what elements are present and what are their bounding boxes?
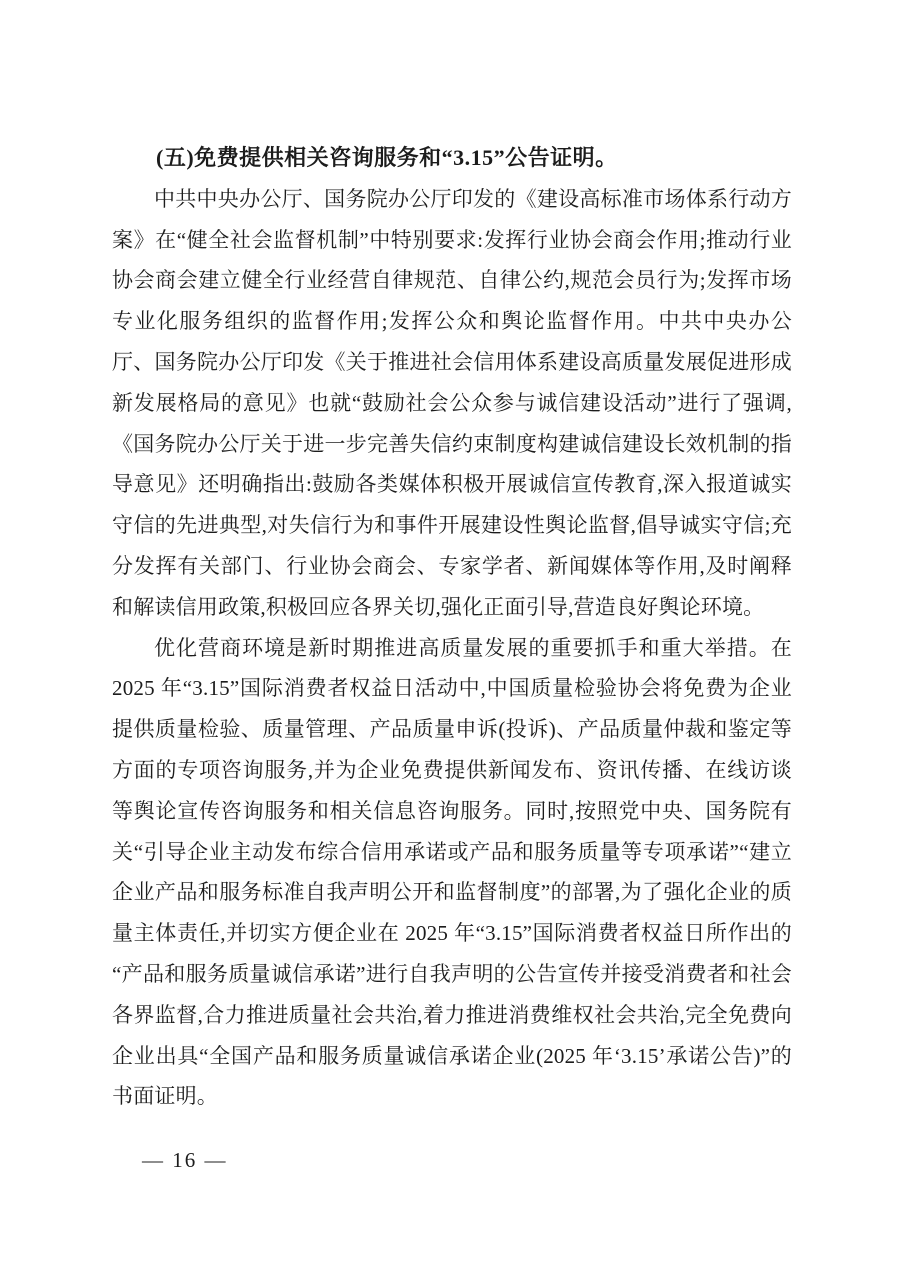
paragraph-policy-background: 中共中央办公厅、国务院办公厅印发的《建设高标准市场体系行动方案》在“健全社会监督机制”中特别要求:发挥行业协会商会作用;推动行业协会商会建立健全行业经营自律规范、自律公约,规范会员行为;发挥市场专业化服务组织的监督作用;发挥公众和舆论监督作用。中共中央办公厅、国务院办公厅印发《关于推进社会信用体系建设高质量发展促进形成新发展格局的意见》也就“鼓励社会公众参与诚信建设活动”进行了强调,《国务院办公厅关于进一步完善失信约束制度构建诚信建设长效机制的指导意见》还明确指出:鼓励各类媒体积极开展诚信宣传教育,深入报道诚实守信的先进典型,对失信行为和事件开展建设性舆论监督,倡导诚实守信;充分发挥有关部门、行业协会商会、专家学者、新闻媒体等作用,及时阐释和解读信用政策,积极回应各界关切,强化正面引导,营造良好舆论环境。 [112, 186, 792, 619]
page-number: — 16 — [142, 1148, 228, 1172]
section-heading: (五)免费提供相关咨询服务和“3.15”公告证明。 [156, 145, 618, 170]
paragraph-free-services: 优化营商环境是新时期推进高质量发展的重要抓手和重大举措。在 2025 年“3.15”国际消费者权益日活动中,中国质量检验协会将免费为企业提供质量检验、质量管理、产品质量申诉(投诉)、产品质量仲裁和鉴定等方面的专项咨询服务,并为企业免费提供新闻发布、资讯传播、在线访谈等舆论宣传咨询服务和相关信息咨询服务。同时,按照党中央、国务院有关“引导企业主动发布综合信用承诺或产品和服务质量等专项承诺”“建立企业产品和服务标准自我声明公开和监督制度”的部署,为了强化企业的质量主体责任,并切实方便企业在 2025 年“3.15”国际消费者权益日所作出的“产品和服务质量诚信承诺”进行自我声明的公告宣传并接受消费者和社会各界监督,合力推进质量社会共治,着力推进消费维权社会共治,完全免费向企业出具“全国产品和服务质量诚信承诺企业(2025 年‘3.15’承诺公告)”的书面证明。 [112, 635, 792, 1109]
